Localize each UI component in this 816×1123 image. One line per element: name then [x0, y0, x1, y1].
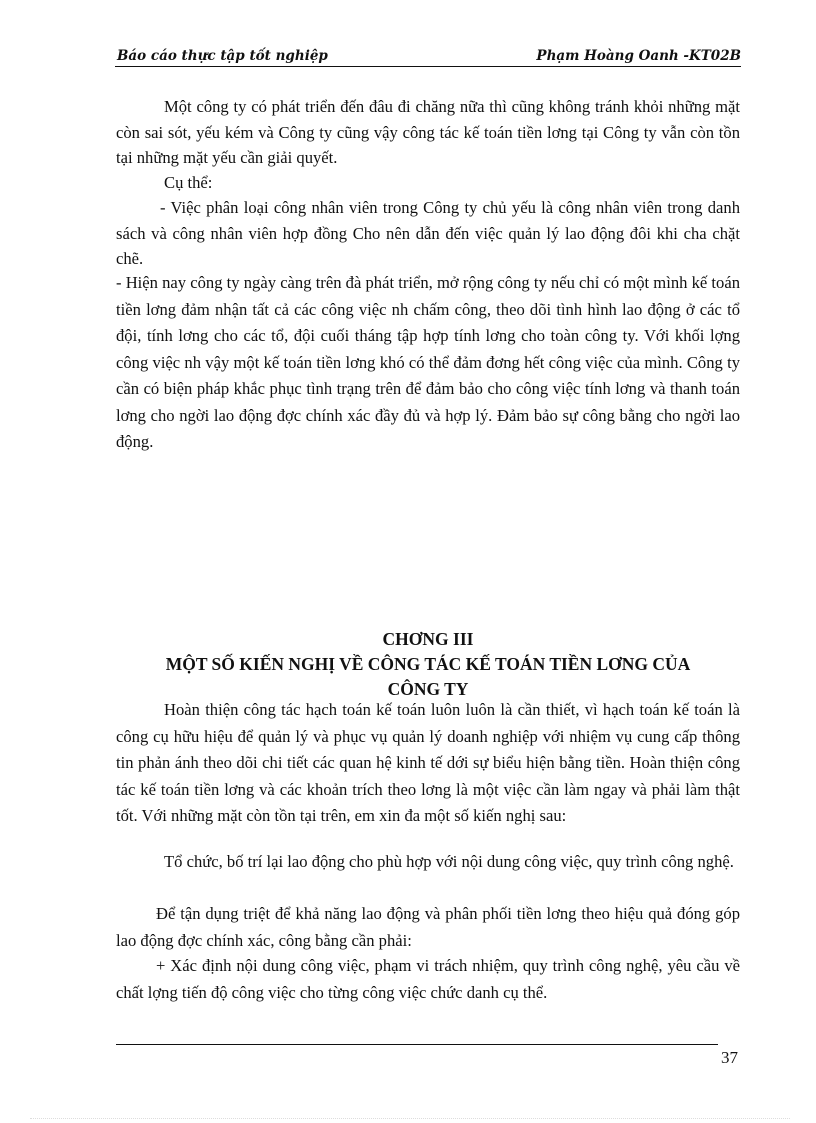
header-report-title: Báo cáo thực tập tốt nghiệp: [117, 48, 328, 64]
chapter-title-line2: CÔNG TY: [387, 679, 469, 699]
paragraph-intro: Một công ty có phát triển đến đâu đi chăng nữa thì cũng không tránh khỏi những mặt còn sai sót, yếu kém và Công ty cũng vậy công tác kế toán tiền lơng tại Công ty vẫn còn tồn tại những mặt yếu cần giải quyết.: [116, 97, 740, 167]
footer-rule: [116, 1044, 718, 1045]
page-header: [115, 46, 741, 67]
paragraph-reorganize: Tổ chức, bố trí lại lao động cho phù hợp với nội dung công việc, quy trình công nghệ.: [164, 852, 734, 871]
page-bottom-border: [30, 1118, 790, 1119]
paragraph-classification: - Việc phân loại công nhân viên trong Công ty chủ yếu là công nhân viên trong danh sách và công nhân viên hợp đồng Cho nên dẫn đến việc quản lý lao động đôi khi cha chặt chẽ.: [116, 198, 740, 268]
paragraph-define-scope: + Xác định nội dung công việc, phạm vi trách nhiệm, quy trình công nghệ, yêu cầu về chất lợng tiến độ công việc cho từng công việc chức danh cụ thể.: [116, 956, 740, 1002]
chapter-number: CHƠNG III: [382, 629, 474, 649]
header-author: Phạm Hoàng Oanh -KT02B: [536, 48, 741, 64]
chapter-title-line1: MỘT SỐ KIẾN NGHỊ VỀ CÔNG TÁC KẾ TOÁN TIỀN LƠNG CỦA: [165, 654, 691, 674]
paragraph-workload: - Hiện nay công ty ngày càng trên đà phát triển, mở rộng công ty nếu chỉ có một mình kế toán tiền lơng đảm nhận tất cả các công việc nh chấm công, theo dõi tình hình lao động ở các tổ đội, tính lơng cho các tổ, đội cuối tháng tập hợp tính lơng cho toàn công ty. Với khối lợng công việc nh vậy một kế toán tiền lơng khó có thể đảm đơng hết công việc của mình. Công ty cần có biện pháp khắc phục tình trạng trên để đảm bảo cho công việc tính lơng và thanh toán lơng cho ngời lao động đợc chính xác đầy đủ và hợp lý. Đảm bảo sự công bằng cho ngời lao động.: [116, 273, 740, 451]
paragraph-improvement: Hoàn thiện công tác hạch toán kế toán luôn luôn là cần thiết, vì hạch toán kế toán là công cụ hữu hiệu để quản lý và phục vụ quản lý doanh nghiệp với nhiệm vụ cung cấp thông tin phản ánh theo dõi chi tiết các quan hệ kinh tế dới sự biểu hiện bằng tiền. Hoàn thiện công tác kế toán tiền lơng và các khoản trích theo lơng là một việc cần làm ngay và phải làm thật tốt. Với những mặt còn tồn tại trên, em xin đa một số kiến nghị sau:: [116, 700, 740, 825]
page-number: 37: [721, 1048, 738, 1067]
label-cu-the: Cụ thể:: [164, 173, 213, 192]
paragraph-distribution: Để tận dụng triệt để khả năng lao động và phân phối tiền lơng theo hiệu quả đóng góp lao động đợc chính xác, công bằng cần phải:: [116, 904, 740, 950]
